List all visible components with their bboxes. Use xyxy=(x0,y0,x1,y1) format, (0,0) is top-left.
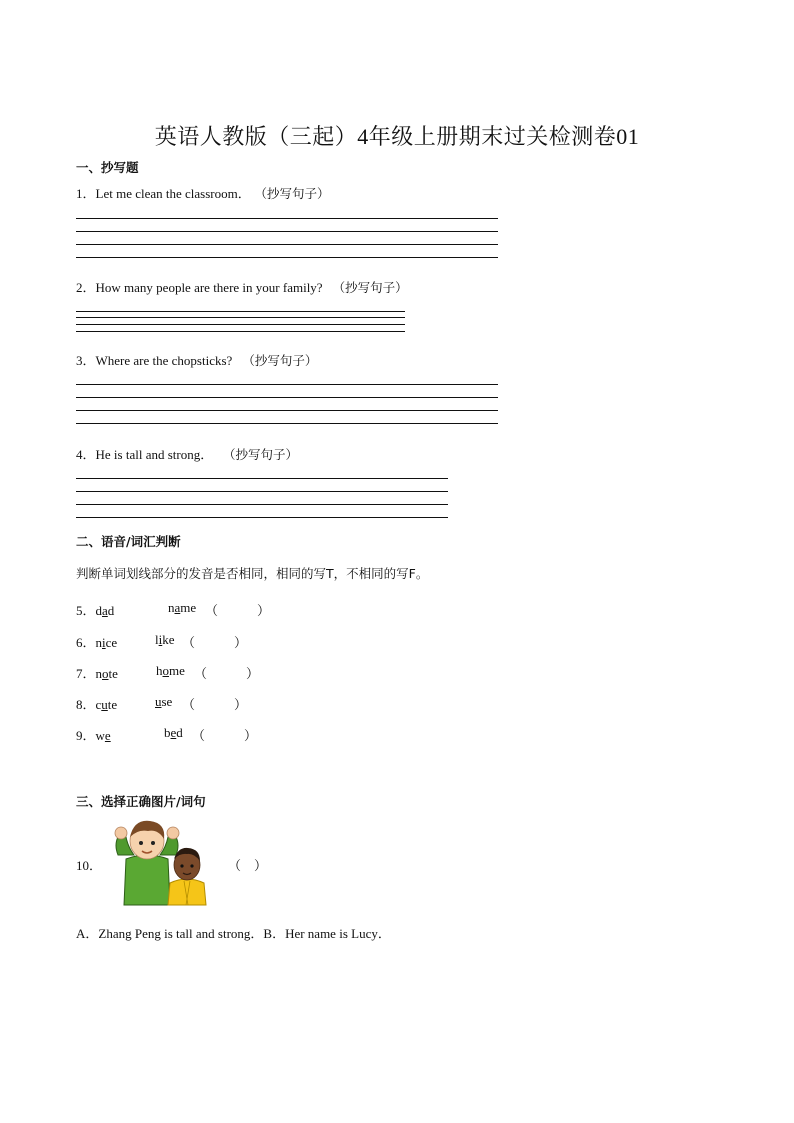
question-note: （抄写句子） xyxy=(332,280,408,295)
answer-blank[interactable]: （ ） xyxy=(182,636,248,651)
section-heading-copy: 一、抄写题 xyxy=(76,160,139,175)
question-2 xyxy=(76,277,408,296)
phonics-item-5: 5．dad xyxy=(76,603,115,618)
writing-lines-3[interactable] xyxy=(76,384,498,424)
question-text: Where are the chopsticks? xyxy=(95,353,233,368)
phonics-word-2: bed xyxy=(164,725,183,740)
question-3 xyxy=(76,350,317,369)
phonics-item-9: 9．we xyxy=(76,728,111,743)
phonics-word-2: like xyxy=(155,632,175,647)
question-text: Let me clean the classroom． xyxy=(95,186,251,201)
answer-blank[interactable]: （ ） xyxy=(228,859,268,874)
word-1: dad xyxy=(95,603,115,618)
question-number: 2． xyxy=(76,280,96,295)
section-heading-phonics: 二、语音/词汇判断 xyxy=(76,534,181,549)
question-4 xyxy=(76,444,298,463)
phonics-word-2: home xyxy=(156,663,185,678)
boys-illustration-image xyxy=(104,815,216,907)
question-10-number: 10． xyxy=(76,858,103,873)
phonics-word-2: name xyxy=(168,600,197,615)
writing-lines-4[interactable] xyxy=(76,478,448,518)
question-note: （抄写句子） xyxy=(242,353,318,368)
writing-lines-2[interactable] xyxy=(76,311,405,333)
answer-blank[interactable]: （ ） xyxy=(192,729,258,744)
question-note: （抄写句子） xyxy=(260,186,330,201)
question-1 xyxy=(76,183,330,202)
answer-options: A．Zhang Peng is tall and strong．B．Her name is Lucy． xyxy=(76,926,391,941)
instruction-text: 判断单词划线部分的发音是否相同，相同的写T，不相同的写F。 xyxy=(76,566,429,581)
section-heading-choose: 三、选择正确图片/词句 xyxy=(76,794,206,809)
question-number: 1． xyxy=(76,186,96,201)
question-note: （抄写句子） xyxy=(229,447,298,462)
question-number: 3． xyxy=(76,353,96,368)
writing-lines-1[interactable] xyxy=(76,218,498,258)
phonics-item-6: 6．nice xyxy=(76,635,118,650)
question-number: 4． xyxy=(76,447,96,462)
question-text: He is tall and strong． xyxy=(95,447,214,462)
answer-blank[interactable]: （ ） xyxy=(182,698,248,713)
answer-blank[interactable]: （ ） xyxy=(194,667,260,682)
page-title: 英语人教版（三起）4年级上册期末过关检测卷01 xyxy=(154,124,640,149)
question-text: How many people are there in your family? xyxy=(95,280,323,295)
phonics-item-7: 7．note xyxy=(76,666,118,681)
answer-blank[interactable]: （ ） xyxy=(205,604,271,619)
phonics-item-8: 8．cute xyxy=(76,697,118,712)
phonics-word-2: use xyxy=(155,694,173,709)
